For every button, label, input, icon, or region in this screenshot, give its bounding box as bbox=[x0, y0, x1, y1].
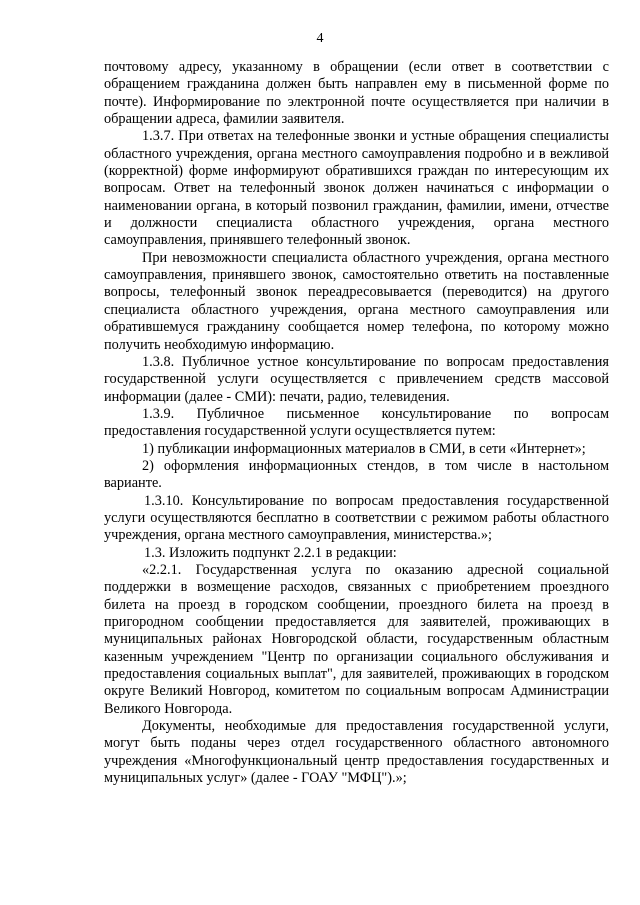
document-body bbox=[104, 59, 609, 787]
paragraph-redirect-call: При невозможности специалиста областного учреждения, органа местного самоуправления, принявшего звонок, самостоятельно ответить на поставленные вопросы, телефонный звонок переадресовывается (переводится) на другого специалиста областного учреждения, органа местного самоуправления или обратившемуся гражданину сообщается номер телефона, по которому можно получить необходимую информацию. bbox=[104, 249, 609, 353]
paragraph-postal-continuation: почтовому адресу, указанному в обращении (если ответ в соответствии с обращением гражданина должен быть направлен ему в письменной форме по почте). Информирование по электронной почте осуществляется при наличии в обращении адреса, фамилии заявителя. bbox=[104, 59, 609, 128]
paragraph-documents-mfc: Документы, необходимые для предоставления государственной услуги, могут быть поданы через отдел государственного областного автономного учреждения «Многофункциональный центр предоставления государственных и муниципальных услуг» (далее - ГОАУ "МФЦ").»; bbox=[104, 718, 609, 787]
paragraph-amendment-1-3: 1.3. Изложить подпункт 2.2.1 в редакции: bbox=[144, 544, 397, 561]
paragraph-1-3-9: 1.3.9. Публичное письменное консультирование по вопросам предоставления государственной услуги осуществляется путем: bbox=[104, 405, 609, 440]
paragraph-1-3-7: 1.3.7. При ответах на телефонные звонки и устные обращения специалисты областного учреждения, органа местного самоуправления подробно и в вежливой (корректной) форме информируют обратившихся граждан по интересующим их вопросам. Ответ на телефонный звонок должен начинаться с информации о наименовании органа, в который позвонил гражданин, фамилии, имени, отчестве и должности специалиста областного учреждения, органа местного самоуправления, принявшего телефонный звонок. bbox=[104, 128, 609, 249]
paragraph-1-3-8: 1.3.8. Публичное устное консультирование по вопросам предоставления государственной услуги осуществляется с привлечением средств массовой информации (далее - СМИ): печати, радио, телевидения. bbox=[104, 353, 609, 405]
paragraph-2-2-1: «2.2.1. Государственная услуга по оказанию адресной социальной поддержки в возмещение расходов, связанных с приобретением проездного билета на проезд в городском сообщении, проездного билета на проезд в пригородном сообщении предоставляется для заявителей, проживающих в муниципальных районах Новгородской области, государственным областным казенным учреждением "Центр по организации социального обслуживания и предоставления социальных выплат", для заявителей, проживающих в городском округе Великий Новгород, комитетом по социальным вопросам Администрации Великого Новгорода. bbox=[104, 561, 609, 717]
list-item-publications: 1) публикации информационных материалов в СМИ, в сети «Интернет»; bbox=[142, 440, 586, 457]
list-item-stands: 2) оформления информационных стендов, в том числе в настольном варианте. bbox=[104, 457, 609, 492]
page-number: 4 bbox=[316, 31, 324, 46]
paragraph-1-3-10: 1.3.10. Консультирование по вопросам предоставления государственной услуги осуществляются бесплатно в соответствии с режимом работы областного учреждения, органа местного самоуправления, министерства.»; bbox=[104, 492, 609, 544]
